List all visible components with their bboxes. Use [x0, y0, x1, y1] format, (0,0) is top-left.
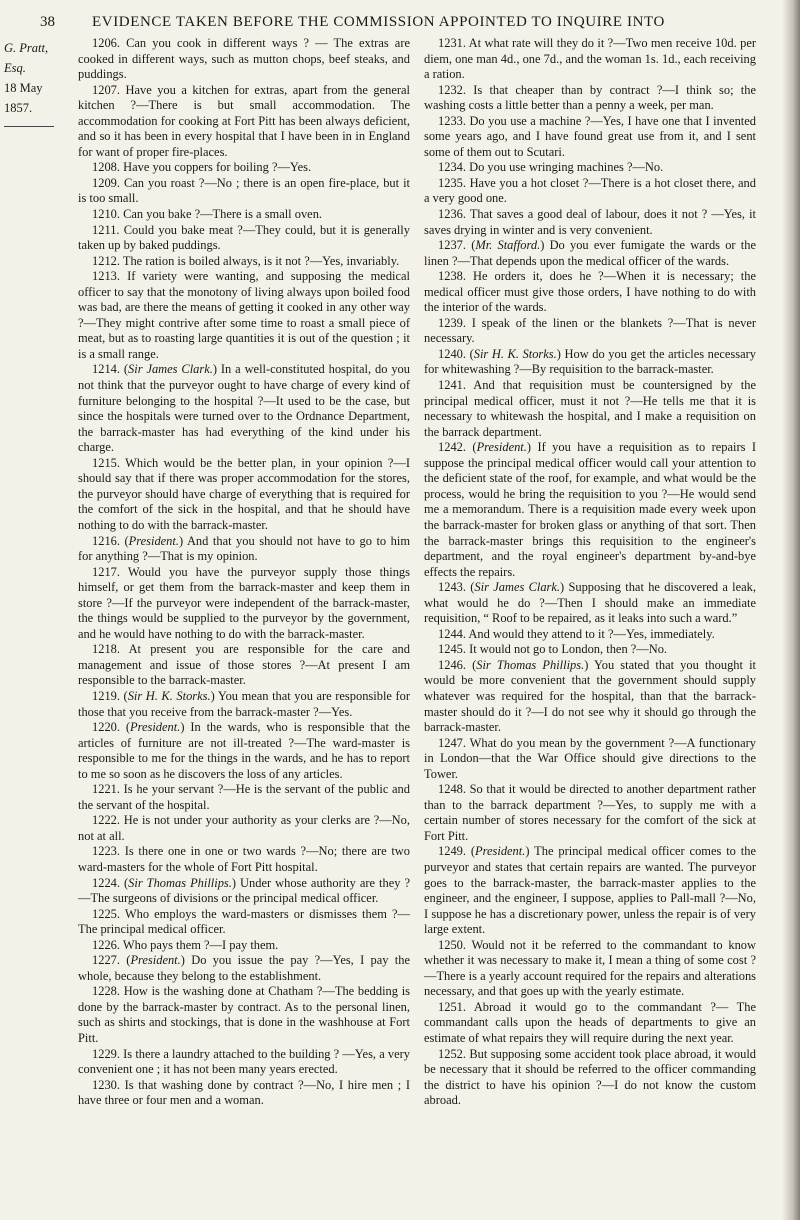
question-paragraph: 1229. Is there a laundry attached to the building ? —Yes, a very convenient one ; it has not been many years erected.	[78, 1046, 410, 1077]
question-paragraph: 1234. Do you use wringing machines ?—No.	[438, 160, 664, 175]
question-paragraph: 1232. Is that cheaper than by contract ?—I think so; the washing costs a little better than a penny a week, per man.	[424, 82, 756, 113]
question-number: 1224. (	[92, 875, 129, 890]
question-paragraph: 1252. But supposing some accident took place abroad, it would be necessary that it should be referred to the officer commanding the district to have his opinion ?—I do not know the custom abroad.	[424, 1046, 756, 1108]
questioner-name: Mr. Stafford.	[475, 238, 541, 253]
question-text: ) Do you issue the pay ?—Yes, I pay the whole, because they belong to the establishment.	[78, 953, 410, 983]
question-paragraph: 1221. Is he your servant ?—He is the servant of the public and the servant of the hospital.	[78, 782, 410, 812]
question-text: ) Do you ever fumigate the wards or the linen ?—That depends upon the medical officer of the wards.	[424, 238, 756, 268]
question-number: 1242. (	[438, 440, 477, 455]
question-paragraph	[424, 580, 756, 627]
question-paragraph	[78, 689, 410, 720]
question-paragraph	[424, 238, 756, 269]
question-paragraph: 1238. He orders it, does he ?—When it is necessary; the medical officer must give those orders, I have nothing to do with the interior of the wards.	[424, 269, 756, 315]
left-column	[78, 36, 410, 1109]
question-paragraph	[424, 844, 756, 937]
question-text: ) Under whose authority are they ?—The surgeons of divisions or the principal medical officer.	[78, 875, 410, 906]
question-paragraph: 1250. Would not it be referred to the commandant to know whether it was necessary to make it, I mean a thing of some cost ?—There is a yearly account required for the repairs and alterations necessary, and that goes up with the yearly estimate.	[424, 937, 756, 999]
questioner-name: President.	[130, 720, 181, 735]
question-paragraph	[78, 876, 410, 907]
question-paragraph: 1209. Can you roast ?—No ; there is an open fire-place, but it is too small.	[78, 175, 410, 206]
questioner-name: Sir H. K. Storks.	[473, 346, 557, 361]
questioner-name: Sir Thomas Phillips.	[476, 657, 585, 672]
question-paragraph: 1207. Have you a kitchen for extras, apart from the general kitchen ?—There is but small accommodation. The accommodation for cooking at Fort Pitt has been always deficient, and so it has been in every hospital that I have been in in England for want of proper fire-places.	[78, 82, 410, 159]
question-text: ) The principal medical officer comes to the purveyor and states that certain repairs are wanted. The purveyor goes to the barrack-master, the barrack-master applies to the engineer, and the engineer, I suppose, applies to Pall-mall ?—No, I suppose he has a discretionary power, unless the repair is of very large extent.	[424, 844, 756, 937]
questioner-name: President.	[130, 953, 181, 968]
question-text: ) In a well-constituted hospital, do you not think that the purveyor ought to have charge of every kind of furniture belonging to the hospital ?—It used to be the case, but since the hospitals were turned over to the Ordnance Department, the barrack-master has had everything of the kind under his charge.	[78, 362, 410, 455]
question-text: ) How do you get the articles necessary for whitewashing ?—By requisition to the barrack-master.	[424, 346, 756, 377]
questioner-name: Sir James Clark.	[474, 580, 561, 595]
question-paragraph: 1241. And that requisition must be countersigned by the principal medical officer, must it not ?—He tells me that it is necessary to whitewash the hospital, and I make a requisition on the barrack department.	[424, 378, 756, 439]
margin-rule	[4, 126, 54, 127]
question-paragraph: 1215. Which would be the better plan, in your opinion ?—I should say that if there was proper accommodation for the stores, the purveyor should have charge of everything that is required for the comfort of the sick in the hospital, and that he should have nothing to do with the barrack-master.	[78, 455, 410, 532]
question-paragraph: 1235. Have you a hot closet ?—There is a hot closet there, and a very good one.	[424, 175, 756, 206]
question-paragraph: 1239. I speak of the linen or the blankets ?—That is never necessary.	[424, 315, 756, 346]
question-number: 1216. (	[92, 533, 129, 548]
questioner-name: Sir H. K. Storks.	[127, 688, 211, 703]
question-paragraph: 1244. And would they attend to it ?—Yes, immediately.	[438, 626, 715, 641]
question-number: 1227. (	[92, 953, 131, 968]
question-paragraph: 1210. Can you bake ?—There is a small oven.	[92, 207, 323, 222]
question-paragraph: 1251. Abroad it would go to the commandant ?— The commandant calls upon the heads of departments to give an estimate of what repairs they will require during the next year.	[424, 999, 756, 1045]
right-column	[424, 36, 756, 1109]
question-paragraph: 1236. That saves a good deal of labour, does it not ? —Yes, it saves drying in winter and is very convenient.	[424, 207, 756, 237]
question-text: ) If you have a requisition as to repairs I suppose the principal medical officer would call your attention to the deficient state of the roof, for example, and what would be the process, would he bring the requisition to you ?—He would send me a memorandum. There is a requisition made every week upon the barrack-master for broken glass or anything of that sort. Then the barrack-master brings this requisition to the engineer's department, and the royal engineer's department by-and-bye effects the repairs.	[424, 440, 756, 579]
question-paragraph: 1208. Have you coppers for boiling ?—Yes.	[92, 160, 312, 175]
question-paragraph	[78, 534, 410, 565]
question-text: ) And that you should not have to go to him for anything ?—That is my opinion.	[78, 533, 410, 564]
question-paragraph: 1225. Who employs the ward-masters or dismisses them ?—The principal medical officer.	[78, 906, 410, 937]
question-paragraph: 1223. Is there one in one or two wards ?—No; there are two ward-masters for the whole of Fort Pitt hospital.	[78, 844, 410, 874]
question-text: ) You stated that you thought it would be more convenient that the government should supply whatever was required for the hospital, than that the barrack-master should do it ?—I do not see why it should go through the barrack-master.	[424, 657, 756, 735]
question-paragraph: 1206. Can you cook in different ways ? — The extras are cooked in different ways, such as mutton chops, beef steaks, and puddings.	[78, 36, 410, 82]
question-paragraph: 1233. Do you use a machine ?—Yes, I have one that I invented some years ago, and I have found great use from it, and I sent some of them out to Scutari.	[424, 113, 756, 159]
question-paragraph: 1245. It would not go to London, then ?—No.	[438, 642, 668, 657]
page-number: 38	[40, 14, 55, 30]
questioner-name: President.	[476, 440, 527, 455]
witness-name: G. Pratt, Esq.	[4, 41, 49, 75]
question-text: ) You mean that you are responsible for those that you receive from the barrack-master ?—Yes.	[78, 688, 410, 719]
question-paragraph: 1247. What do you mean by the government ?—A functionary in London—that the War Office should give directions to the Tower.	[424, 735, 756, 781]
question-number: 1246. (	[438, 657, 477, 672]
question-paragraph: 1222. He is not under your authority as your clerks are ?—No, not at all.	[78, 813, 410, 843]
question-number: 1237. (	[438, 238, 476, 253]
questioner-name: President.	[128, 533, 179, 548]
question-number: 1219. (	[92, 688, 128, 703]
question-paragraph	[424, 440, 756, 580]
questioner-name: President.	[475, 844, 526, 859]
questioner-name: Sir James Clark.	[128, 362, 213, 377]
question-paragraph: 1230. Is that washing done by contract ?—No, I hire men ; I have three or four men and a woman.	[78, 1077, 410, 1108]
questioner-name: Sir Thomas Phillips.	[128, 875, 232, 890]
question-paragraph	[78, 720, 410, 782]
question-paragraph: 1228. How is the washing done at Chatham ?—The bedding is done by the barrack-master by contract. As to the personal linen, such as shirts and stockings, that is done in the washhouse at Fort Pitt.	[78, 984, 410, 1045]
question-number: 1249. (	[438, 844, 476, 859]
question-paragraph	[78, 362, 410, 455]
question-paragraph: 1226. Who pays them ?—I pay them.	[92, 937, 279, 952]
question-number: 1240. (	[438, 346, 474, 361]
question-paragraph	[424, 658, 756, 736]
question-paragraph: 1218. At present you are responsible for the care and management and issue of those stores ?—At present I am responsible to the barrack-master.	[78, 642, 410, 688]
question-paragraph: 1211. Could you bake meat ?—They could, but it is generally taken up by baked puddings.	[78, 222, 410, 253]
question-text: ) In the wards, who is responsible that the articles of furniture are not ill-treated ?—The ward-master is responsible to me for the things in the wards, and he has to report to me so soon as he discovers the loss of any articles.	[78, 720, 410, 781]
running-title: EVIDENCE TAKEN BEFORE THE COMMISSION APPOINTED TO INQUIRE INTO	[92, 14, 665, 30]
question-paragraph	[78, 953, 410, 984]
page-edge-shadow	[782, 0, 800, 1220]
question-paragraph: 1217. Would you have the purveyor supply those things himself, or get them from the barrack-master and keep them in store ?—If the purveyor were independent of the barrack-master, the things would be supplied to the purveyor by the government, and he would have nothing to do with the barrack-master.	[78, 564, 410, 641]
margin-note	[4, 38, 68, 127]
question-text: ) Supposing that he discovered a leak, what would he do ?—Then I should make an immediate requisition, “ Roof to be repaired, as it leaks into such a ward.”	[424, 580, 756, 626]
question-paragraph	[424, 347, 756, 378]
question-paragraph: 1248. So that it would be directed to another department rather than to the barrack department ?—Yes, to supply me with a certain number of stores necessary for the comfort of the sick at Fort Pitt.	[424, 782, 756, 843]
question-paragraph: 1212. The ration is boiled always, is it not ?—Yes, invariably.	[92, 253, 400, 268]
question-number: 1243. (	[438, 580, 475, 595]
question-number: 1220. (	[92, 720, 130, 735]
question-number: 1214. (	[92, 362, 129, 377]
question-paragraph: 1213. If variety were wanting, and supposing the medical officer to say that the monotony of living always upon boiled food was bad, are there the means of getting it cooked in any other way ?—They might contrive after some time to roast a small piece of meat, but as to roasting large quantities it is out of the question ; it is a small range.	[78, 269, 410, 361]
question-paragraph: 1231. At what rate will they do it ?—Two men receive 10d. per diem, one man 4d., one 7d., and the woman 1s. 1d., each receiving a ration.	[424, 36, 756, 82]
session-date: 18 May 1857.	[4, 81, 43, 115]
